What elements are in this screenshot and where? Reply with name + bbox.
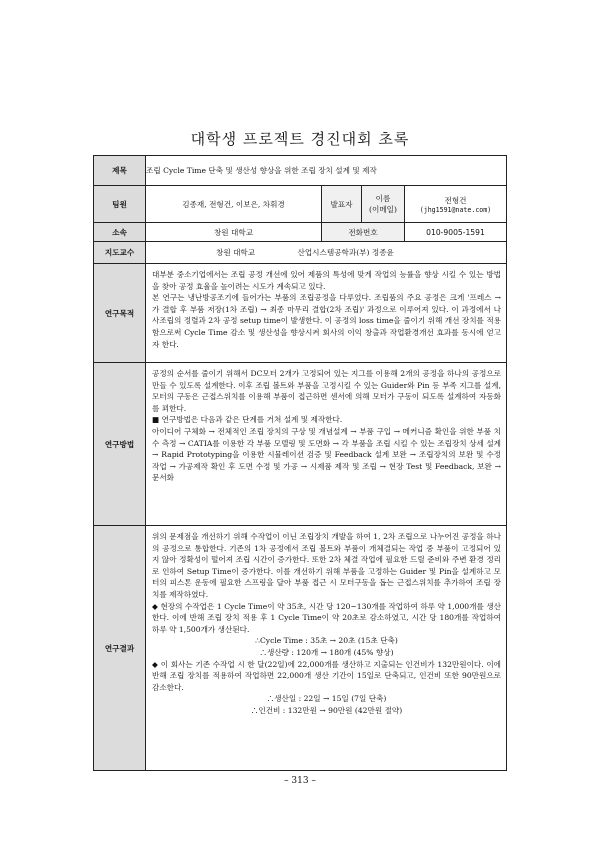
advisor-label: 지도교수 (94, 242, 146, 264)
result-calc-2: ∴생산량 : 120개 → 180개 (45% 향상) (259, 647, 394, 657)
advisor-value (146, 242, 507, 264)
document-title: 대학생 프로젝트 경진대회 초록 (190, 130, 410, 148)
result-text-3: ◆ 이 회사는 기존 수작업 시 한 달(22일)에 22,000개를 생산하고 지출되는 인건비가 132만원이다. 이에 반해 조립 장치를 적용하여 작업하면 22,000개 생산 기간이 15일로 단축되고, 인건비 또한 90만원으로 감소한다. (152, 659, 501, 692)
purpose-label: 연구목적 (94, 264, 146, 363)
advisor-row (94, 242, 507, 264)
result-calc-1: ∴Cycle Time : 35초 → 20초 (15초 단축) (255, 636, 398, 646)
name-label: 이름 (375, 194, 391, 203)
result-label: 연구결과 (94, 526, 146, 771)
method-text-cell (146, 363, 507, 526)
purpose-text: 대부분 중소기업에서는 조립 공정 개선에 있어 제품의 특성에 맞게 작업의 능률을 향상 시킬 수 있는 방법을 찾아 공정 효율을 높이려는 시도가 계속되고 있다. 본 연구는 냉난방공조기에 들어가는 부품의 조립공정을 다루었다. 조립품의 주요 공정은 크게 '프레스 → 가 결합 후 부품 저장(1차 조립) → 최종 마무리 결합(2차 조립)' 과정으로 이루어져 있다. 이 과정에서 나사조립의 정렬과 2차 공정 setup time이 발생한다. 이 공정의 loss time을 줄이기 위해 개선 장치를 적용함으로써 Cycle Time 감소 및 생산성을 향상시켜 회사의 이익 창출과 작업환경개선 효과를 동시에 얻고자 한다. (152, 270, 501, 349)
presenter-label: 발표자 (322, 186, 362, 223)
presenter-name: 전형건 (444, 195, 467, 205)
result-row (94, 526, 507, 771)
name-email-label (362, 186, 405, 223)
advisor-dept: 산업시스템공학과(부) 정종윤 (297, 248, 394, 257)
presenter-info (405, 186, 507, 223)
presenter-email: (jhg1591@nate.com) (419, 205, 492, 214)
purpose-row (94, 264, 507, 363)
topic-row (94, 156, 507, 186)
email-label: (이메일) (369, 205, 397, 214)
affiliation-row (94, 223, 507, 242)
purpose-text-cell (146, 264, 507, 363)
team-label: 팀원 (94, 186, 146, 223)
result-text-1: 위의 문제점을 개선하기 위해 수작업이 이닌 조립장치 개발을 하여 1, 2차 조립으로 나누어진 공정을 하나의 공정으로 통합한다. 기존의 1차 공정에서 조립 볼트와 부품이 개체결되는 작업 중 부품이 고정되어 있지 않아 정확성이 떨어져 조립 시간이 증가한다. 또한 2차 체결 작업에 필요한 드릴 준비와 주변 환경 정리로 인하여 Setup Time이 증가한다. 이를 개선하기 위해 부품을 고정하는 Guider 및 Pin을 설계하고 모터의 피스톤 운동에 필요한 스프링을 달아 부품 접근 시 모터구동을 돕는 근접스위치를 추가하여 조립 장치를 제작하였다. (152, 532, 501, 599)
topic-label: 제목 (94, 156, 146, 186)
phone-label: 전화번호 (322, 223, 405, 242)
method-label: 연구방법 (94, 363, 146, 526)
team-value: 김종재, 전형건, 이보은, 차휘경 (146, 186, 322, 223)
method-row (94, 363, 507, 526)
abstract-table (93, 155, 507, 771)
result-calc-4: ∴인건비 : 132만원 → 90만원 (42만원 절약) (250, 705, 403, 715)
advisor-school: 창원 대학교 (216, 248, 256, 257)
method-text-1: 공정의 순서를 줄이기 위해서 DC모터 2개가 고정되어 있는 지그를 이용해 2개의 공정을 하나의 공정으로 만들 수 있도록 설계한다. 이후 조립 볼트와 부품을 고정시킬 수 있는 Guider와 Pin 등 부족 지그를 설계, 모터의 구동은 근접스위치를 이용해 부품이 접근하면 센서에 의해 모터가 구동이 되도록 설계하여 자동화를 꾀한다. (152, 369, 501, 413)
topic-value: 조립 Cycle Time 단축 및 생산성 향상을 위한 조립 장치 설계 및 제작 (146, 156, 507, 186)
team-row (94, 186, 507, 223)
phone-value: 010-9005-1591 (405, 223, 507, 242)
method-text-2: ■ 연구방법은 다음과 같은 단계를 거쳐 설계 및 제작한다. 아이디어 구체화 → 전체적인 조립 장치의 구상 및 개념설계 → 부품 구입 → 메커니즘 확인을 위한 부품 치수 측정 → CATIA를 이용한 각 부품 모델링 및 도면화 → 각 부품을 조립 시킬 수 있는 조립장치 상세 설계 → Rapid Prototyping을 이용한 시뮬레이션 검증 및 Feedback 설계 보완 → 조립장치의 보완 및 수정 작업 → 가공제작 확인 후 도면 수정 및 가공 → 시제품 제작 및 조립 → 현장 Test 및 Feedback, 보완 → 문서화 (152, 415, 501, 483)
result-calc-3: ∴생산일 : 22일 → 15일 (7일 단축) (266, 694, 387, 704)
result-text-cell (146, 526, 507, 771)
result-text-2: ◆ 현장의 수작업은 1 Cycle Time이 약 35초, 시간 당 120~130개를 작업하여 하루 약 1,000개를 생산한다. 이에 반해 조립 장치 적용 후 1 Cycle Time이 약 20초로 감소하였고, 시간 당 180개를 작업하여 하루 약 1,500개가 생산된다. (152, 601, 501, 634)
affiliation-label: 소속 (94, 223, 146, 242)
affiliation-value: 창원 대학교 (146, 223, 322, 242)
page-number: – 313 – (284, 776, 316, 786)
